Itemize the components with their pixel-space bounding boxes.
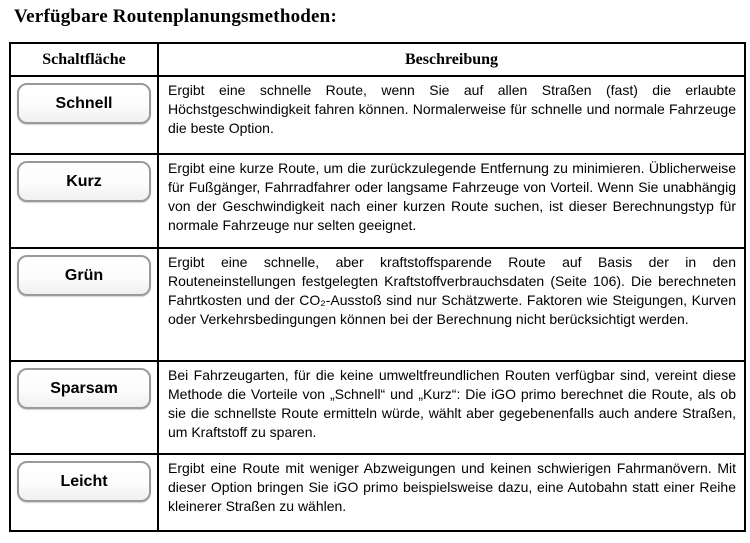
sparsam-button-image: Sparsam (17, 368, 151, 409)
column-header-schaltflaeche: Schaltfläche (11, 44, 159, 75)
description-schnell: Ergibt eine schnelle Route, wenn Sie auf allen Straßen (fast) die erlaubte Höchstgeschwindigkeit fahren können. Normalerweise für schnelle und normale Fahrzeuge die beste Option. (168, 82, 736, 136)
table-header-row (11, 44, 744, 77)
button-cell (11, 155, 159, 247)
table-row-gruen (11, 249, 744, 362)
page-title: Verfügbare Routenplanungsmethoden: (14, 6, 337, 27)
routing-methods-table (9, 42, 746, 532)
gruen-button-image: Grün (17, 255, 151, 296)
description-kurz: Ergibt eine kurze Route, um die zurückzulegende Entfernung zu minimieren. Üblicherweise für Fußgänger, Fahrradfahrer oder langsame Fahrzeuge von Vorteil. Wenn Sie unabhängig von der Geschwindigkeit nach einer kurzen Route suchen, ist dieser Berechnungstyp für normale Fahrzeuge nur selten geeignet. (168, 160, 736, 233)
kurz-button-image: Kurz (17, 161, 151, 202)
table-row-schnell (11, 77, 744, 155)
button-cell (11, 249, 159, 360)
table-row-sparsam (11, 362, 744, 455)
description-leicht: Ergibt eine Route mit weniger Abzweigungen und keinen schwierigen Fahrmanövern. Mit dieser Option bringen Sie iGO primo beispielsweise dazu, eine Autobahn statt einer Reihe kleinerer Straßen zu wählen. (168, 460, 736, 514)
schnell-button-image: Schnell (17, 83, 151, 124)
table-row-leicht (11, 455, 744, 530)
description-gruen: Ergibt eine schnelle, aber kraftstoffsparende Route auf Basis der in den Routeneinstellungen festgelegten Kraftstoffverbrauchsdaten (Seite 106). Die berechneten Fahrtkosten und der CO₂-Ausstoß sind nur Schätzwerte. Faktoren wie Steigungen, Kurven oder Verkehrsbedingungen können bei der Berechnung nicht berücksichtigt werden. (168, 254, 736, 327)
table-row-kurz (11, 155, 744, 249)
button-cell (11, 362, 159, 453)
description-sparsam: Bei Fahrzeugarten, für die keine umweltfreundlichen Routen verfügbar sind, vereint diese Methode die Vorteile von „Schnell“ und „Kurz“: Die iGO primo berechnet die Route, als ob sie die schnellste Route ermitteln würde, wählt aber gegebenenfalls auch andere Straßen, um Kraftstoff zu sparen. (168, 367, 736, 440)
button-cell (11, 455, 159, 530)
button-cell (11, 77, 159, 153)
column-header-beschreibung: Beschreibung (404, 50, 499, 68)
leicht-button-image: Leicht (17, 461, 151, 502)
